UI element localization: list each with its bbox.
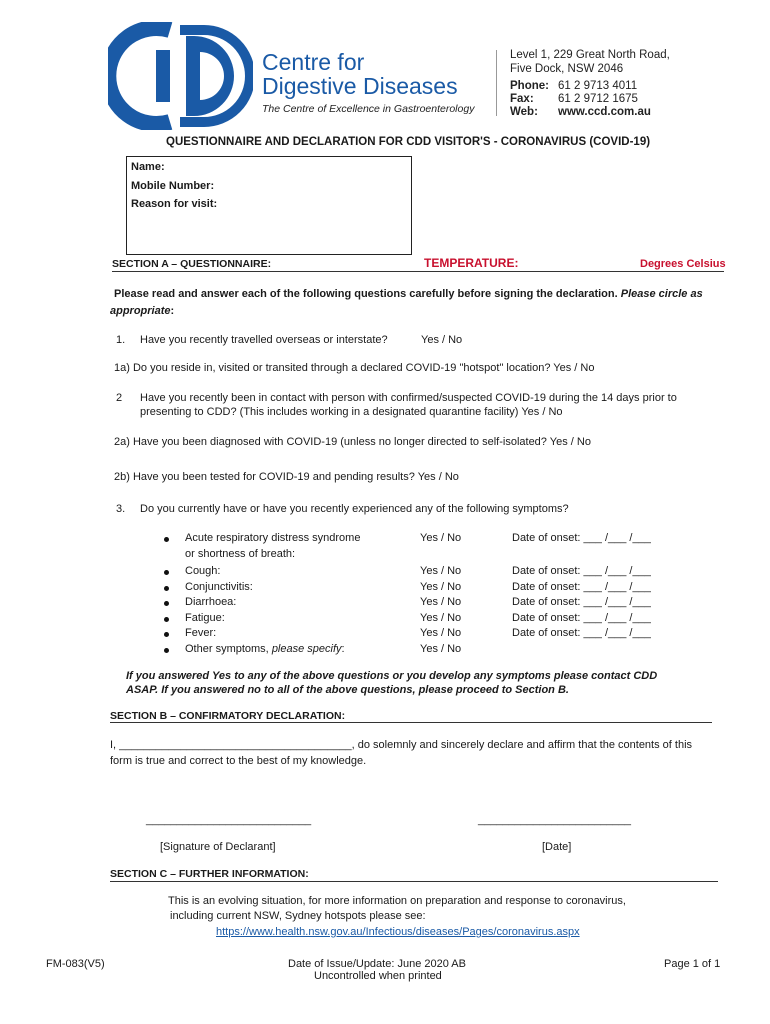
phone-value: 61 2 9713 4011 xyxy=(558,80,638,92)
symptom-row xyxy=(164,612,225,624)
phone-row xyxy=(510,79,637,93)
cdd-logo-mark xyxy=(108,22,253,130)
symptom-answer[interactable]: Yes / No xyxy=(420,596,462,608)
symptom-answer[interactable]: Yes / No xyxy=(420,643,462,655)
signature-label: [Signature of Declarant] xyxy=(160,841,276,853)
q3-text: Do you currently have or have you recently experienced any of the following symptoms? xyxy=(140,503,569,515)
symptom-row xyxy=(164,581,253,593)
org-name-line1: Centre for xyxy=(262,49,365,75)
bullet-icon xyxy=(164,601,169,606)
symptom-label: Other symptoms, xyxy=(185,643,269,655)
bullet-icon xyxy=(164,537,169,542)
section-b-heading: SECTION B – CONFIRMATORY DECLARATION: xyxy=(110,710,346,722)
org-tagline: The Centre of Excellence in Gastroenterology xyxy=(262,103,475,115)
symptom-row xyxy=(164,532,360,544)
section-c-heading: SECTION C – FURTHER INFORMATION: xyxy=(110,868,309,880)
fax-label: Fax: xyxy=(510,93,534,105)
date-line[interactable]: _________________________ xyxy=(478,814,631,826)
symptom-answer[interactable]: Yes / No xyxy=(420,532,462,544)
q2-line2: presenting to CDD? (This includes working in a designated quarantine facility) Yes / No xyxy=(140,406,563,418)
symptom-onset[interactable]: Date of onset: ___ /___ /___ xyxy=(512,581,651,593)
web-value[interactable]: www.ccd.com.au xyxy=(558,106,651,118)
org-name-line2: Digestive Diseases xyxy=(262,73,458,99)
symptom-row xyxy=(164,643,345,655)
q1a-text: 1a) Do you reside in, visited or transited through a declared COVID-19 "hotspot" location? Yes / No xyxy=(114,362,595,374)
symptom-label-italic: please specify xyxy=(271,643,342,655)
address-line1: Level 1, 229 Great North Road, xyxy=(510,49,670,61)
form-code: FM-083(V5) xyxy=(46,958,105,970)
cdd-logo xyxy=(108,22,253,130)
bullet-icon xyxy=(164,570,169,575)
symptom-label: Cough: xyxy=(185,565,221,577)
section-a-heading: SECTION A – QUESTIONNAIRE: xyxy=(112,258,272,270)
symptom-answer[interactable]: Yes / No xyxy=(420,627,462,639)
symptom-answer[interactable]: Yes / No xyxy=(420,612,462,624)
degrees-label: Degrees Celsius xyxy=(640,258,726,270)
symptom-label: Acute respiratory distress syndrome xyxy=(185,532,361,544)
symptom-label: Fatigue: xyxy=(185,612,225,624)
web-label: Web: xyxy=(510,106,538,118)
instructions-italic: Please circle as xyxy=(620,288,703,300)
section-c-rule xyxy=(110,881,718,882)
section-a-rule xyxy=(112,271,724,272)
mobile-label: Mobile Number: xyxy=(131,180,215,192)
q2-number: 2 xyxy=(116,392,123,404)
page-title: QUESTIONNAIRE AND DECLARATION FOR CDD VISITOR'S - CORONAVIRUS (COVID-19) xyxy=(166,136,651,148)
symptom-onset[interactable]: Date of onset: ___ /___ /___ xyxy=(512,612,651,624)
bullet-icon xyxy=(164,586,169,591)
signature-line[interactable]: ___________________________ xyxy=(146,814,312,826)
symptom-note-line1: If you answered Yes to any of the above questions or you develop any symptoms please contact CDD xyxy=(126,670,658,682)
info-line1: This is an evolving situation, for more information on preparation and response to coronavirus, xyxy=(168,895,626,907)
q2-line1: Have you recently been in contact with person with confirmed/suspected COVID-19 during the 14 days prior to xyxy=(140,392,677,404)
symptom-row xyxy=(164,596,236,608)
symptom-label: Fever: xyxy=(185,627,217,639)
symptom-answer[interactable]: Yes / No xyxy=(420,565,462,577)
symptom-row xyxy=(164,627,216,639)
q3-number: 3. xyxy=(116,503,126,515)
nsw-health-link[interactable]: https://www.health.nsw.gov.au/Infectious/diseases/Pages/coronavirus.aspx xyxy=(216,926,580,938)
temperature-label: TEMPERATURE: xyxy=(424,256,519,270)
symptom-row xyxy=(164,565,220,577)
q1-text: Have you recently travelled overseas or interstate? xyxy=(140,334,388,346)
symptom-answer[interactable]: Yes / No xyxy=(420,581,462,593)
symptom-label-continued: or shortness of breath: xyxy=(185,548,296,560)
fax-value: 61 2 9712 1675 xyxy=(558,93,638,105)
instructions-italic2: appropriate xyxy=(110,305,171,317)
symptom-onset[interactable]: Date of onset: ___ /___ /___ xyxy=(512,532,651,544)
symptom-onset[interactable]: Date of onset: ___ /___ /___ xyxy=(512,596,651,608)
q1-number: 1. xyxy=(116,334,126,346)
symptom-label: Diarrhoea: xyxy=(185,596,237,608)
symptom-label: Conjunctivitis: xyxy=(185,581,253,593)
date-of-issue: Date of Issue/Update: June 2020 AB xyxy=(288,958,466,970)
web-row xyxy=(510,105,651,119)
instructions xyxy=(114,288,703,300)
bullet-icon xyxy=(164,648,169,653)
phone-label: Phone: xyxy=(510,80,549,92)
info-line2: including current NSW, Sydney hotspots please see: xyxy=(170,910,426,922)
address-line2: Five Dock, NSW 2046 xyxy=(510,63,624,75)
section-b-rule xyxy=(110,722,712,723)
symptom-note-line2: ASAP. If you answered no to all of the above questions, please proceed to Section B. xyxy=(126,684,569,696)
instructions-line2: appropriate: xyxy=(110,305,175,317)
q2b-text: 2b) Have you been tested for COVID-19 and pending results? Yes / No xyxy=(114,471,459,483)
symptom-onset[interactable]: Date of onset: ___ /___ /___ xyxy=(512,565,651,577)
instructions-text: Please read and answer each of the following questions carefully before signing the declaration. xyxy=(114,288,618,300)
fax-row xyxy=(510,92,638,106)
declaration-line1[interactable]: I, ______________________________________, do solemnly and sincerely declare and affirm that the contents of this xyxy=(110,739,693,751)
symptom-onset[interactable]: Date of onset: ___ /___ /___ xyxy=(512,627,651,639)
page-number: Page 1 of 1 xyxy=(664,958,721,970)
date-label: [Date] xyxy=(542,841,572,853)
q1-answer[interactable]: Yes / No xyxy=(421,334,463,346)
symptom-label-end: : xyxy=(341,643,345,655)
bullet-icon xyxy=(164,632,169,637)
declaration-line2: form is true and correct to the best of my knowledge. xyxy=(110,755,367,767)
uncontrolled-note: Uncontrolled when printed xyxy=(314,970,442,982)
name-label: Name: xyxy=(131,161,165,173)
bullet-icon xyxy=(164,617,169,622)
reason-label: Reason for visit: xyxy=(131,198,218,210)
q2a-text: 2a) Have you been diagnosed with COVID-19 (unless no longer directed to self-isolated? Yes / No xyxy=(114,436,591,448)
header-divider xyxy=(496,50,497,116)
